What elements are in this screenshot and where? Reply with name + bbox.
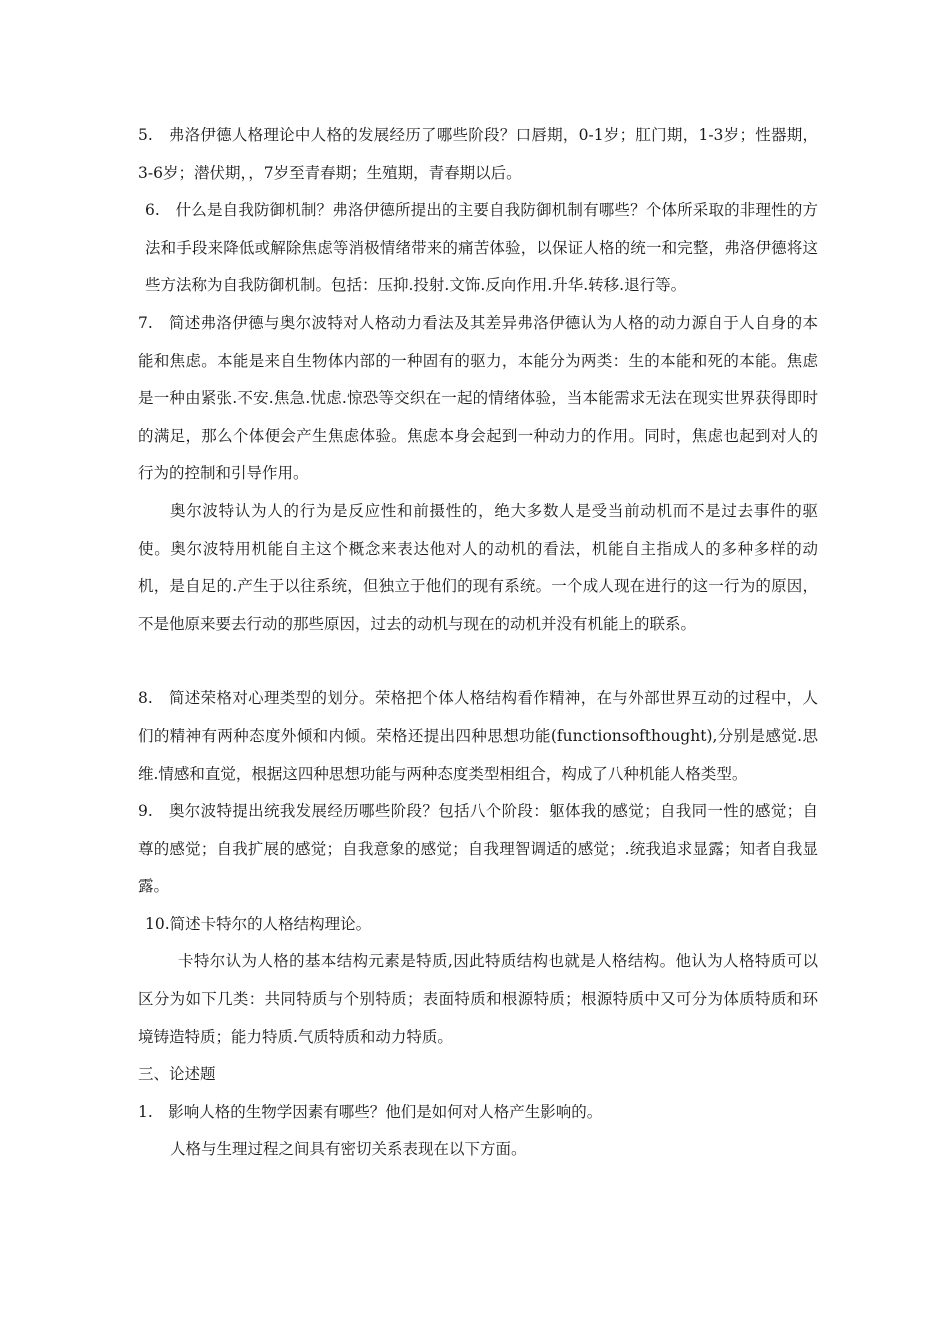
essay-question-1: 1. 影响人格的生物学因素有哪些？他们是如何对人格产生影响的。 xyxy=(138,1102,603,1121)
answer-6: 6. 什么是自我防御机制？弗洛伊德所提出的主要自我防御机制有哪些？个体所采取的非理性的方法和手段来降低或解除焦虑等消极情绪带来的痛苦体验，以保证人格的统一和完整，弗洛伊德将这些方法称为自我防御机制。包括：压抑.投射.文饰.反向作用.升华.转移.退行等。 xyxy=(145,201,818,295)
answer-10: 卡特尔认为人格的基本结构元素是特质,因此特质结构也就是人格结构。他认为人格特质可以区分为如下几类：共同特质与个别特质；表面特质和根源特质；根源特质中又可分为体质特质和环境铸造特质；能力特质.气质特质和动力特质。 xyxy=(138,952,818,1046)
answer-7: 7. 简述弗洛伊德与奥尔波特对人格动力看法及其差异弗洛伊德认为人格的动力源自于人自身的本能和焦虑。本能是来自生物体内部的一种固有的驱力，本能分为两类：生的本能和死的本能。焦虑是一种由紧张.不安.焦急.忧虑.惊恐等交织在一起的情绪体验，当本能需求无法在现实世界获得即时的满足，那么个体便会产生焦虑体验。焦虑本身会起到一种动力的作用。同时，焦虑也起到对人的行为的控制和引导作用。 xyxy=(138,313,818,483)
section-heading-essay: 三、论述题 xyxy=(138,1065,216,1084)
paragraph-gap xyxy=(138,643,818,680)
answer-5: 5. 弗洛伊德人格理论中人格的发展经历了哪些阶段？口唇期，0-1岁；肛门期，1-3岁；性器期，3-6岁；潜伏期，，7岁至青春期；生殖期，青春期以后。 xyxy=(138,126,818,182)
answer-7-allport: 奥尔波特认为人的行为是反应性和前摄性的，绝大多数人是受当前动机而不是过去事件的驱使。奥尔波特用机能自主这个概念来表达他对人的动机的看法，机能自主指成人的多种多样的动机，是自足的.产生于以往系统，但独立于他们的现有系统。一个成人现在进行的这一行为的原因，不是他原来要去行动的那些原因，过去的动机与现在的动机并没有机能上的联系。 xyxy=(138,501,818,633)
essay-answer-1-intro: 人格与生理过程之间具有密切关系表现在以下方面。 xyxy=(170,1140,527,1159)
document-body xyxy=(138,117,818,1169)
question-10: 10.简述卡特尔的人格结构理论。 xyxy=(145,914,372,933)
answer-8: 8. 简述荣格对心理类型的划分。荣格把个体人格结构看作精神，在与外部世界互动的过程中，人们的精神有两种态度外倾和内倾。荣格还提出四种思想功能(functionsofthought),分别是感觉.思维.情感和直觉，根据这四种思想功能与两种态度类型相组合，构成了八种机能人格类型。 xyxy=(138,689,818,783)
answer-9: 9. 奥尔波特提出统我发展经历哪些阶段？包括八个阶段：躯体我的感觉；自我同一性的感觉；自尊的感觉；自我扩展的感觉；自我意象的感觉；自我理智调适的感觉；.统我追求显露；知者自我显露。 xyxy=(138,802,818,896)
